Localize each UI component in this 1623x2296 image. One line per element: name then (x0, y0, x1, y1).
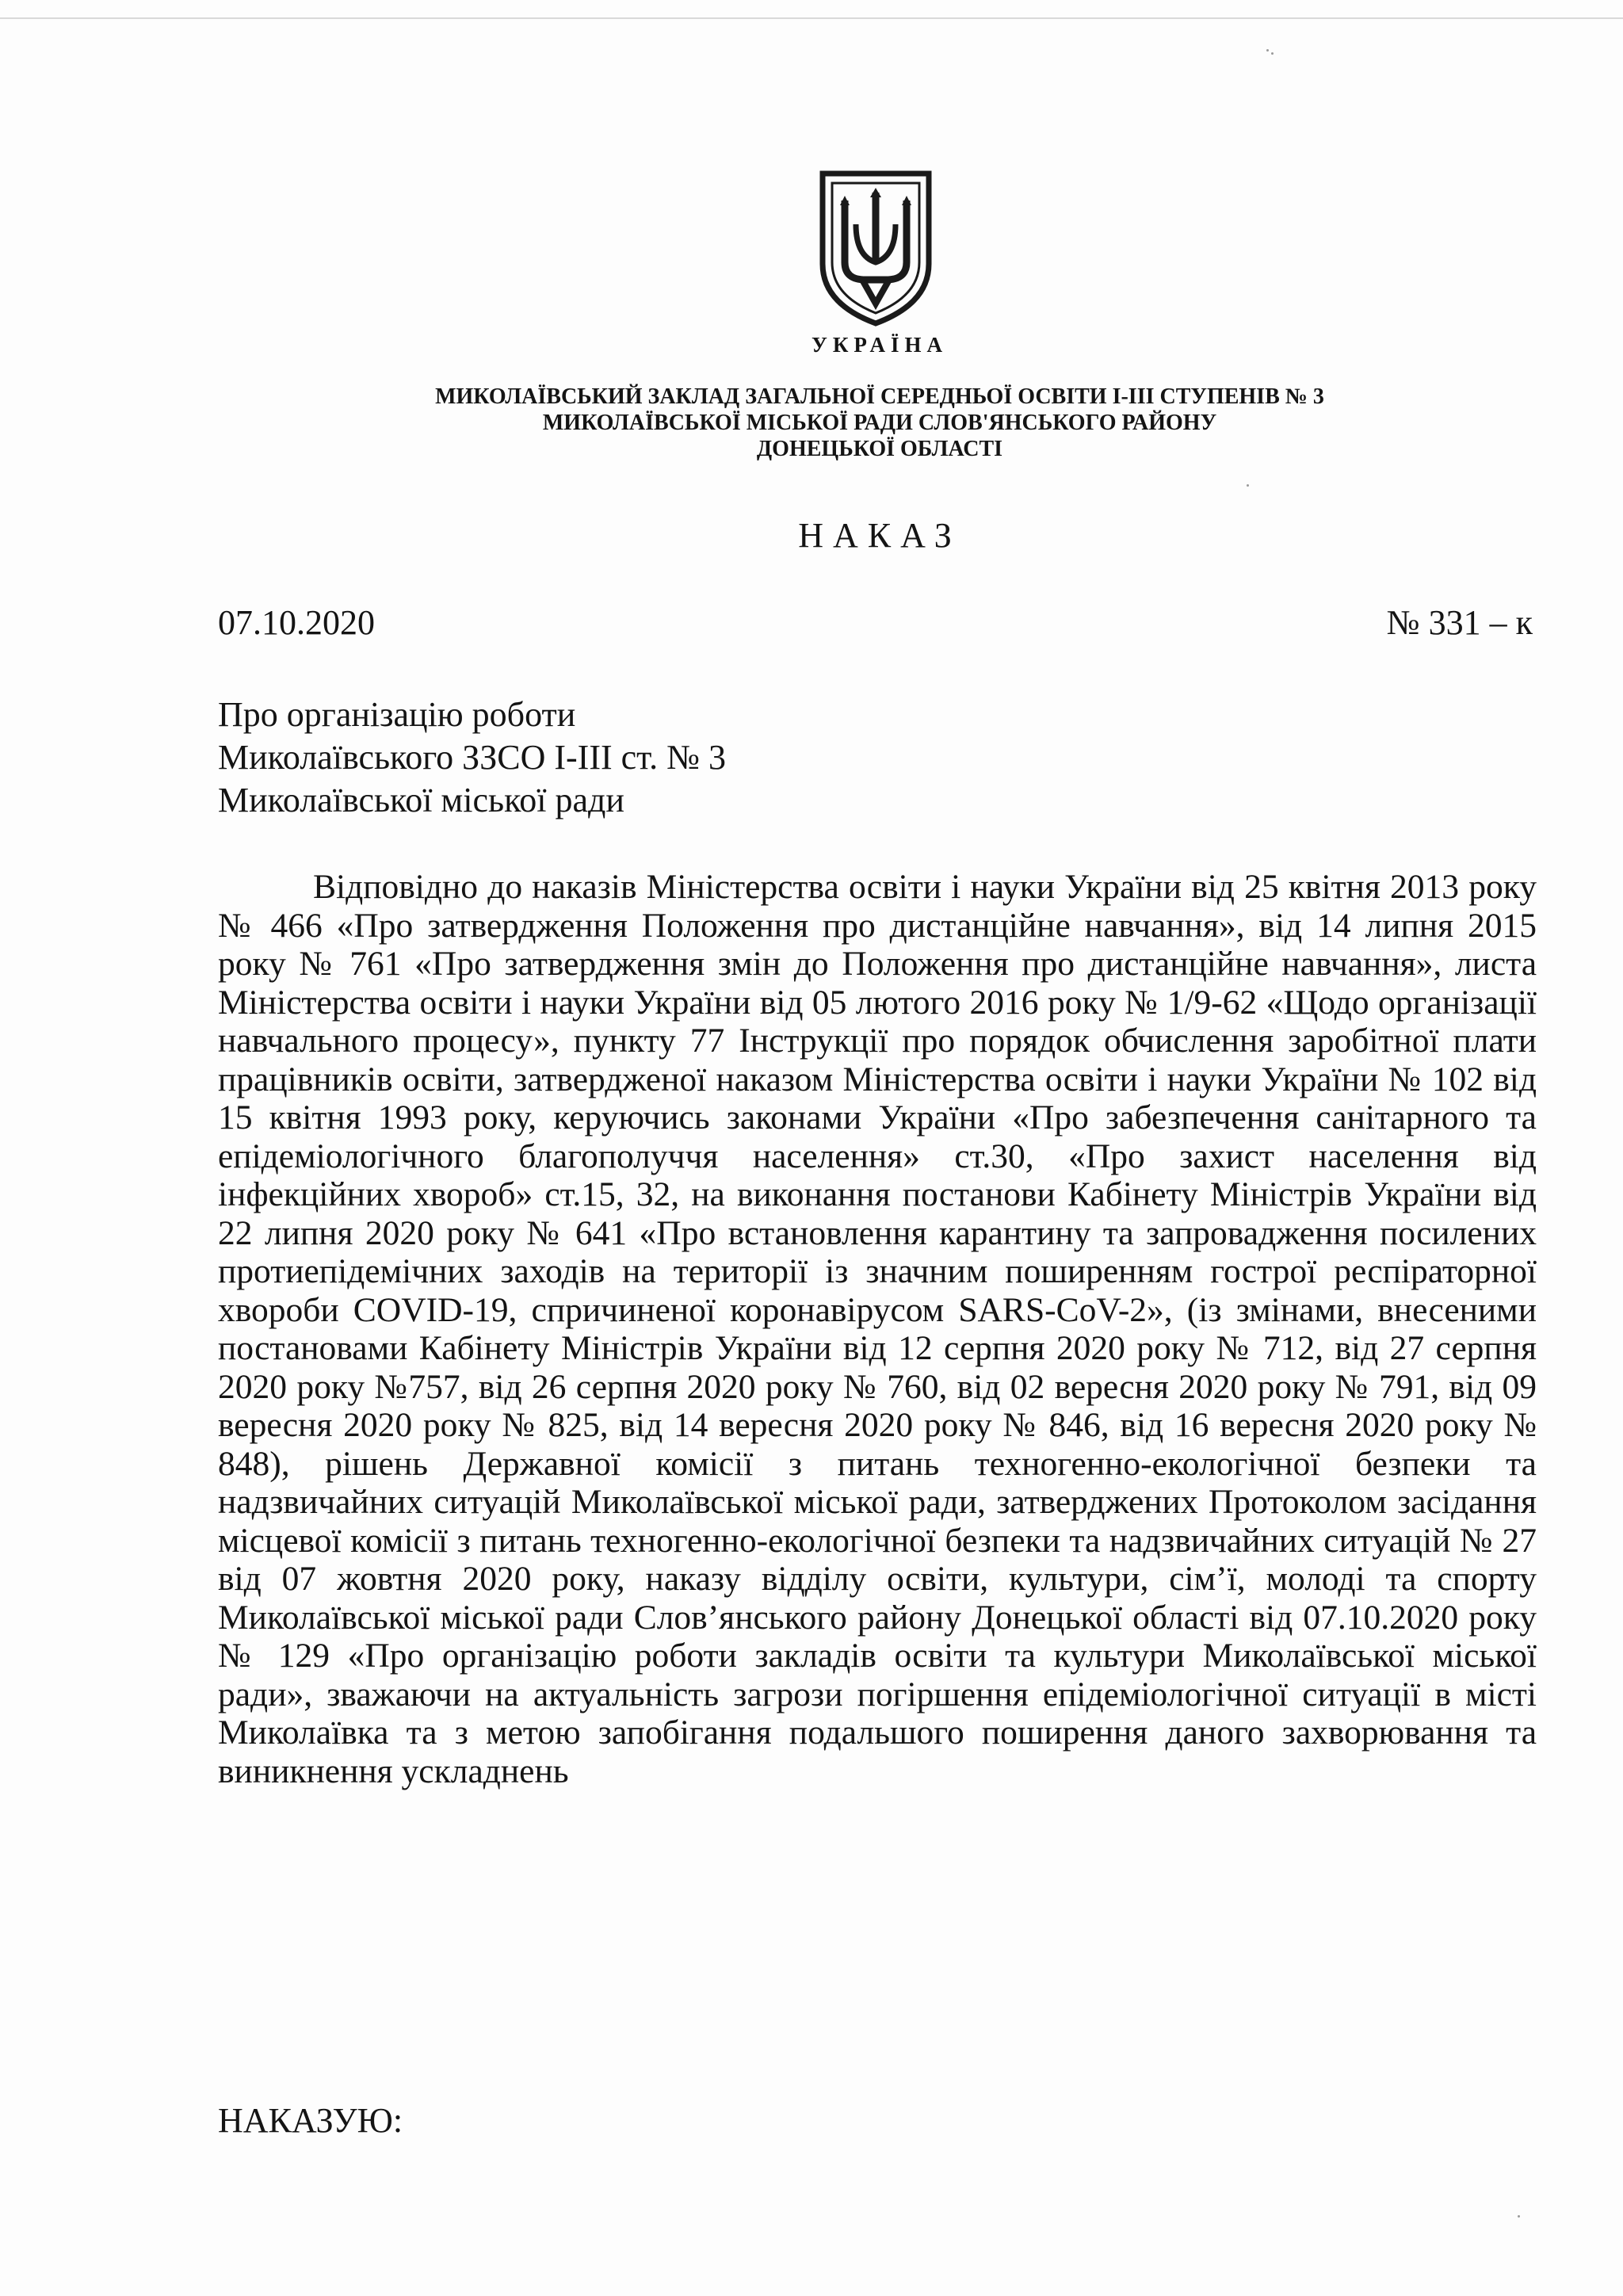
institution-line: МИКОЛАЇВСЬКОЇ МІСЬКОЇ РАДИ СЛОВ'ЯНСЬКОГО РАЙОНУ (542, 411, 1217, 435)
document-title: НАКАЗ (798, 516, 961, 555)
subject-line: Миколаївської міської ради (218, 781, 624, 819)
scan-speck (1271, 52, 1274, 55)
order-subject (218, 693, 726, 822)
institution-line: ДОНЕЦЬКОЇ ОБЛАСТІ (756, 437, 1003, 461)
preamble-paragraph: Відповідно до наказів Міністерства освіти і науки України від 25 квітня 2013 року № 466 «Про затвердження Положення про дистанційне навчання», від 14 липня 2015 року № 761 «Про затвердження змін до Положення про дистанційне навчання», листа Міністерства освіти і науки України від 05 лютого 2016 року № 1/9-62 «Щодо організації навчального процесу», пункту 77 Інструкції про порядок обчислення заробітної плати працівників освіти, затвердженої наказом Міністерства освіти і науки України № 102 від 15 квітня 1993 року, керуючись законами України «Про забезпечення санітарного та епідеміологічного благополуччя населення» ст.30, «Про захист населення від інфекційних хвороб» ст.15, 32, на виконання постанови Кабінету Міністрів України від 22 липня 2020 року № 641 «Про встановлення карантину та запровадження посилених протиепідемічних заходів на території із значним поширенням гострої респіраторної хвороби COVID-19, спричиненої коронавірусом SARS-CoV-2», (із змінами, внесеними постановами Кабінету Міністрів України від 12 серпня 2020 року № 712, від 27 серпня 2020 року №757, від 26 серпня 2020 року № 760, від 02 вересня 2020 року № 791, від 09 вересня 2020 року № 825, від 14 вересня 2020 року № 846, від 16 вересня 2020 року № 848), рішень Державної комісії з питань техногенно-екологічної безпеки та надзвичайних ситуацій Миколаївської міської ради, затверджених Протоколом засідання місцевої комісії з питань техногенно-екологічної безпеки та надзвичайних ситуацій № 27 від 07 жовтня 2020 року, наказу відділу освіти, культури, сім’ї, молоді та спорту Миколаївської міської ради Слов’янського району Донецької області від 07.10.2020 року № 129 «Про організацію роботи закладів освіти та культури Миколаївської міської ради», зважаючи на актуальність загрози погіршення епідеміологічної ситуації в місті Миколаївка та з метою запобігання подальшого поширення даного захворювання та виникнення ускладнень (218, 868, 1537, 1790)
institution-line: МИКОЛАЇВСЬКИЙ ЗАКЛАД ЗАГАЛЬНОЇ СЕРЕДНЬОЇ ОСВІТИ І-ІІІ СТУПЕНІВ № 3 (435, 384, 1324, 409)
scan-edge-line (0, 17, 1623, 19)
scan-speck (1266, 49, 1269, 52)
institution-name (0, 384, 1623, 462)
order-date: 07.10.2020 (218, 603, 375, 642)
decree-heading: НАКАЗУЮ: (218, 2101, 403, 2140)
scan-speck (1247, 484, 1249, 487)
order-number: № 331 – к (1386, 603, 1533, 642)
trident-coat-of-arms-icon (816, 169, 935, 327)
scan-speck (1518, 2215, 1520, 2218)
subject-line: Про організацію роботи (218, 695, 576, 734)
country-name: УКРАЇНА (812, 333, 948, 357)
subject-line: Миколаївського ЗЗСО І-ІІІ ст. № 3 (218, 738, 727, 777)
